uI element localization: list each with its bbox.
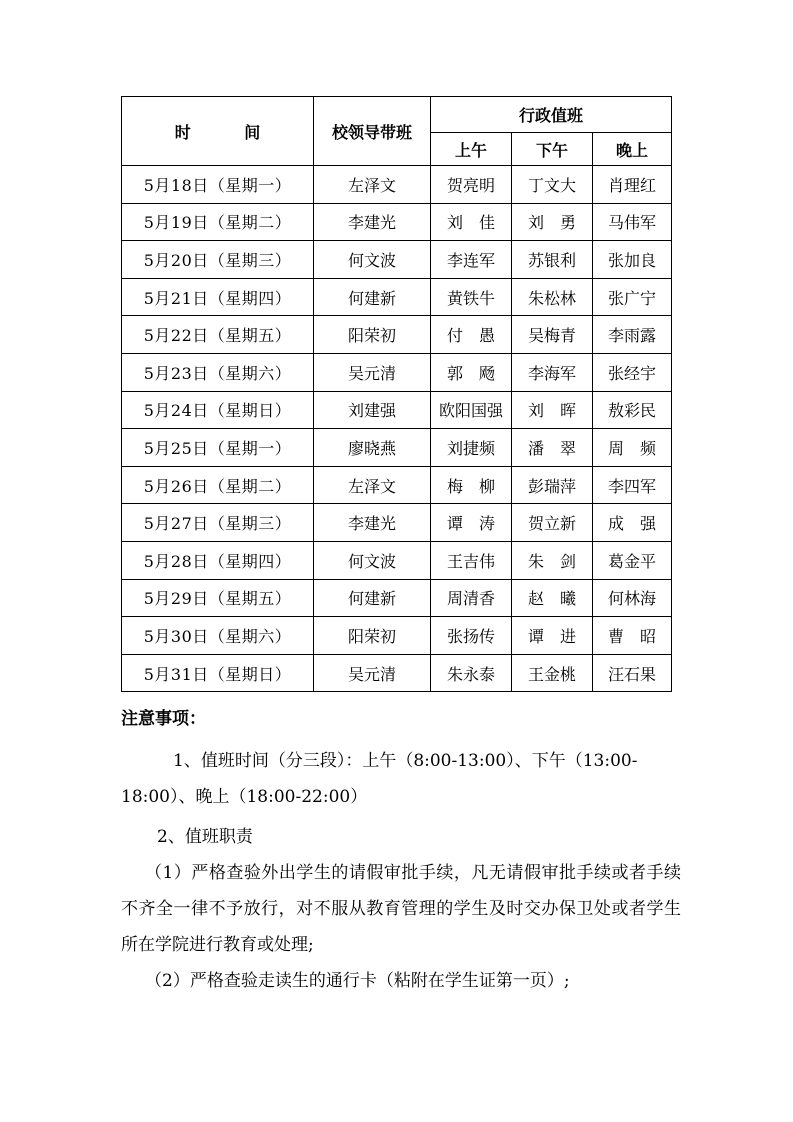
pm-duty-cell: 朱 剑 xyxy=(512,541,593,579)
table-row xyxy=(122,241,672,279)
am-duty-cell: 欧阳国强 xyxy=(431,391,512,429)
leader-cell: 吴元清 xyxy=(314,654,431,692)
table-row xyxy=(122,203,672,241)
note-item-1: 1、值班时间（分三段）：上午（8:00-13:00）、下午（13:00-18:00）、晚上（18:00-22:00） xyxy=(121,751,638,807)
evening-duty-cell: 曹 昭 xyxy=(593,617,672,655)
header-admin: 行政值班 xyxy=(431,97,672,133)
header-am: 上午 xyxy=(431,133,512,166)
date-cell: 5月27日（星期三） xyxy=(122,504,314,542)
table-row xyxy=(122,541,672,579)
pm-duty-cell: 李海军 xyxy=(512,353,593,391)
header-leader: 校领导带班 xyxy=(314,97,431,166)
pm-duty-cell: 潘 翠 xyxy=(512,429,593,467)
evening-duty-cell: 葛金平 xyxy=(593,541,672,579)
am-duty-cell: 周清香 xyxy=(431,579,512,617)
am-duty-cell: 谭 涛 xyxy=(431,504,512,542)
evening-duty-cell: 成 强 xyxy=(593,504,672,542)
table-row xyxy=(122,278,672,316)
leader-cell: 何建新 xyxy=(314,579,431,617)
pm-duty-cell: 贺立新 xyxy=(512,504,593,542)
am-duty-cell: 郭 飏 xyxy=(431,353,512,391)
notes-section xyxy=(121,705,681,999)
date-cell: 5月26日（星期二） xyxy=(122,466,314,504)
pm-duty-cell: 刘 晖 xyxy=(512,391,593,429)
date-cell: 5月18日（星期一） xyxy=(122,166,314,204)
header-evening: 晚上 xyxy=(593,133,672,166)
pm-duty-cell: 谭 进 xyxy=(512,617,593,655)
notes-title: 注意事项： xyxy=(121,709,206,729)
date-cell: 5月23日（星期六） xyxy=(122,353,314,391)
date-cell: 5月29日（星期五） xyxy=(122,579,314,617)
am-duty-cell: 刘捷频 xyxy=(431,429,512,467)
evening-duty-cell: 何林海 xyxy=(593,579,672,617)
evening-duty-cell: 张加良 xyxy=(593,241,672,279)
leader-cell: 吴元清 xyxy=(314,353,431,391)
table-row xyxy=(122,654,672,692)
leader-cell: 阳荣初 xyxy=(314,316,431,354)
date-cell: 5月22日（星期五） xyxy=(122,316,314,354)
date-cell: 5月25日（星期一） xyxy=(122,429,314,467)
table-row xyxy=(122,617,672,655)
evening-duty-cell: 张经宇 xyxy=(593,353,672,391)
leader-cell: 左泽文 xyxy=(314,466,431,504)
table-row xyxy=(122,316,672,354)
table-row xyxy=(122,579,672,617)
date-cell: 5月31日（星期日） xyxy=(122,654,314,692)
evening-duty-cell: 敖彩民 xyxy=(593,391,672,429)
date-cell: 5月19日（星期二） xyxy=(122,203,314,241)
pm-duty-cell: 王金桃 xyxy=(512,654,593,692)
evening-duty-cell: 马伟军 xyxy=(593,203,672,241)
table-body xyxy=(122,166,672,692)
duty-item-2: （2）严格查验走读生的通行卡（粘附在学生证第一页）; xyxy=(145,971,570,991)
date-cell: 5月28日（星期四） xyxy=(122,541,314,579)
evening-duty-cell: 汪石果 xyxy=(593,654,672,692)
leader-cell: 李建光 xyxy=(314,504,431,542)
am-duty-cell: 张扬传 xyxy=(431,617,512,655)
duty-item-1: （1）严格查验外出学生的请假审批手续，凡无请假审批手续或者手续不齐全一律不予放行，对不服从教育管理的学生及时交办保卫处或者学生所在学院进行教育或处理; xyxy=(121,863,681,955)
table-row xyxy=(122,466,672,504)
am-duty-cell: 贺亮明 xyxy=(431,166,512,204)
leader-cell: 何建新 xyxy=(314,278,431,316)
evening-duty-cell: 李四军 xyxy=(593,466,672,504)
am-duty-cell: 朱永泰 xyxy=(431,654,512,692)
table-row xyxy=(122,391,672,429)
evening-duty-cell: 周 频 xyxy=(593,429,672,467)
table-row xyxy=(122,504,672,542)
header-pm: 下午 xyxy=(512,133,593,166)
date-cell: 5月24日（星期日） xyxy=(122,391,314,429)
am-duty-cell: 黄铁牛 xyxy=(431,278,512,316)
note-item-2: 2、值班职责 xyxy=(157,827,253,847)
leader-cell: 何文波 xyxy=(314,541,431,579)
table-row xyxy=(122,166,672,204)
pm-duty-cell: 刘 勇 xyxy=(512,203,593,241)
leader-cell: 廖晓燕 xyxy=(314,429,431,467)
leader-cell: 刘建强 xyxy=(314,391,431,429)
leader-cell: 左泽文 xyxy=(314,166,431,204)
pm-duty-cell: 彭瑞萍 xyxy=(512,466,593,504)
pm-duty-cell: 苏银利 xyxy=(512,241,593,279)
date-cell: 5月30日（星期六） xyxy=(122,617,314,655)
evening-duty-cell: 张广宁 xyxy=(593,278,672,316)
pm-duty-cell: 吴梅青 xyxy=(512,316,593,354)
evening-duty-cell: 肖理红 xyxy=(593,166,672,204)
pm-duty-cell: 朱松林 xyxy=(512,278,593,316)
leader-cell: 何文波 xyxy=(314,241,431,279)
date-cell: 5月20日（星期三） xyxy=(122,241,314,279)
pm-duty-cell: 丁文大 xyxy=(512,166,593,204)
pm-duty-cell: 赵 曦 xyxy=(512,579,593,617)
leader-cell: 李建光 xyxy=(314,203,431,241)
duty-schedule-table xyxy=(121,96,672,692)
am-duty-cell: 梅 柳 xyxy=(431,466,512,504)
date-cell: 5月21日（星期四） xyxy=(122,278,314,316)
table-row xyxy=(122,429,672,467)
leader-cell: 阳荣初 xyxy=(314,617,431,655)
am-duty-cell: 李连军 xyxy=(431,241,512,279)
evening-duty-cell: 李雨露 xyxy=(593,316,672,354)
am-duty-cell: 王吉伟 xyxy=(431,541,512,579)
am-duty-cell: 付 愚 xyxy=(431,316,512,354)
header-time: 时 间 xyxy=(122,97,314,166)
am-duty-cell: 刘 佳 xyxy=(431,203,512,241)
table-row xyxy=(122,353,672,391)
